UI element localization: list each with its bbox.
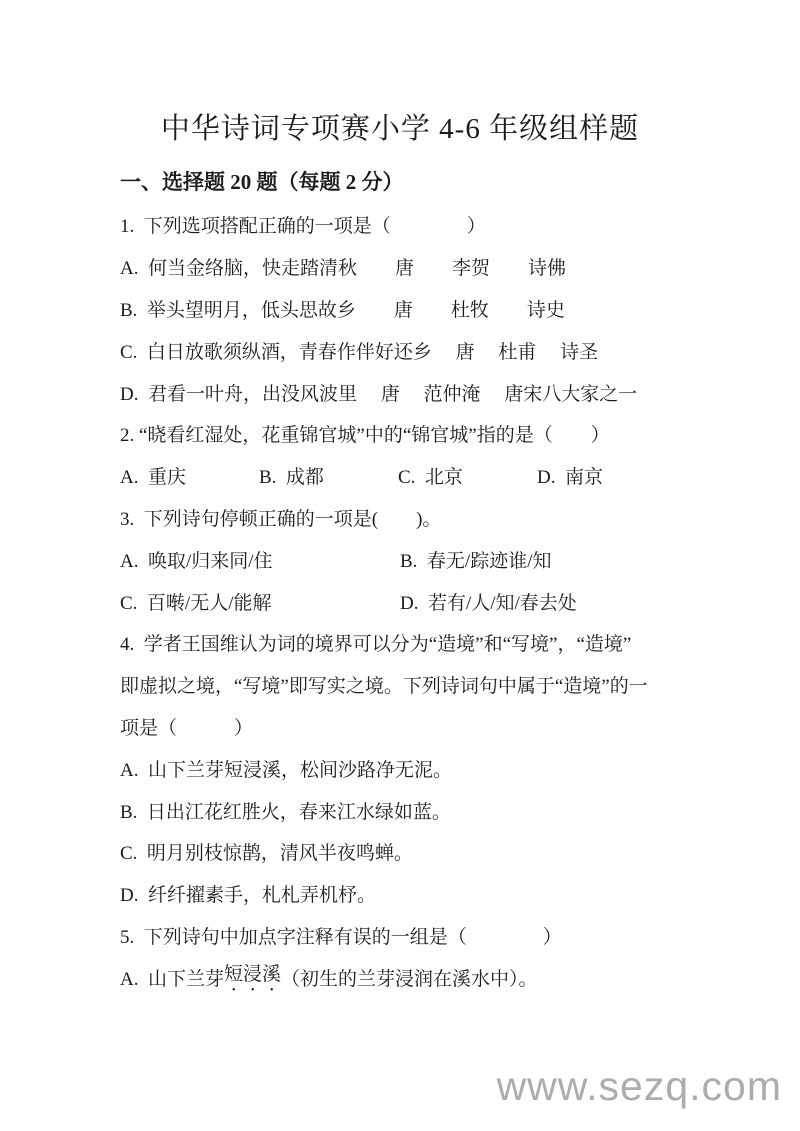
q2-options-item-4: D. 南京 [537, 467, 603, 489]
q1-option-b: B. 举头望明月，低头思故乡 唐 杜牧 诗史 [120, 299, 565, 321]
q3-options-cd-item-1: C. 百啭/无人/能解 [120, 592, 272, 614]
q5-option-a-part-2-dotted: 短浸溪 [223, 963, 281, 985]
question-2-stem: 2. “晓看红湿处，花重锦官城”中的“锦官城”指的是（ ） [120, 425, 610, 447]
question-3-stem: 3. 下列诗句停顿正确的一项是( )。 [120, 508, 442, 530]
q1-option-c: C. 白日放歌须纵酒，青春作伴好还乡 唐 杜甫 诗圣 [120, 341, 599, 363]
section-heading: 一、选择题 20 题（每题 2 分） [120, 170, 404, 194]
q3-options-cd [120, 580, 688, 622]
watermark: www.sezq.com [496, 1063, 782, 1109]
q5-option-a-part-3: （初生的兰芽浸润在溪水中）。 [281, 968, 538, 990]
q2-options-item-2: B. 成都 [259, 467, 324, 489]
question-4-line-1: 4. 学者王国维认为词的境界可以分为“造境”和“写境”，“造境” [120, 634, 632, 656]
q3-options-ab [120, 538, 688, 580]
q3-options-cd-item-2: D. 若有/人/知/春去处 [400, 592, 577, 614]
q4-option-c: C. 明月别枝惊鹊，清风半夜鸣蝉。 [120, 843, 413, 865]
question-list [120, 204, 688, 998]
q5-option-a-part-1: A. 山下兰芽 [120, 968, 224, 990]
question-5-stem: 5. 下列诗句中加点字注释有误的一组是（ ） [120, 926, 562, 948]
q4-option-a: A. 山下兰芽短浸溪，松间沙路净无泥。 [120, 759, 452, 781]
q4-option-b: B. 日出江花红胜火，春来江水绿如蓝。 [120, 801, 451, 823]
document-title: 中华诗词专项赛小学 4-6 年级组样题 [160, 113, 640, 145]
question-1-stem: 1. 下列选项搭配正确的一项是（ ） [120, 216, 486, 238]
q2-options [120, 455, 688, 497]
q3-options-ab-item-2: B. 春无/踪迹谁/知 [400, 550, 552, 572]
q2-options-item-1: A. 重庆 [120, 467, 186, 489]
question-4-line-3: 项是（ ） [120, 717, 254, 739]
question-4-line-2: 即虚拟之境，“写境”即写实之境。下列诗词句中属于“造境”的一 [120, 676, 648, 698]
q1-option-d: D. 君看一叶舟，出没风波里 唐 范仲淹 唐宋八大家之一 [120, 383, 638, 405]
q2-options-item-3: C. 北京 [398, 467, 463, 489]
q4-option-d: D. 纤纤擢素手，札札弄机杼。 [120, 885, 376, 907]
q1-option-a: A. 何当金络脑，快走踏清秋 唐 李贺 诗佛 [120, 258, 566, 280]
q3-options-ab-item-1: A. 唤取/归来同/住 [120, 550, 273, 572]
q5-option-a [120, 956, 688, 998]
